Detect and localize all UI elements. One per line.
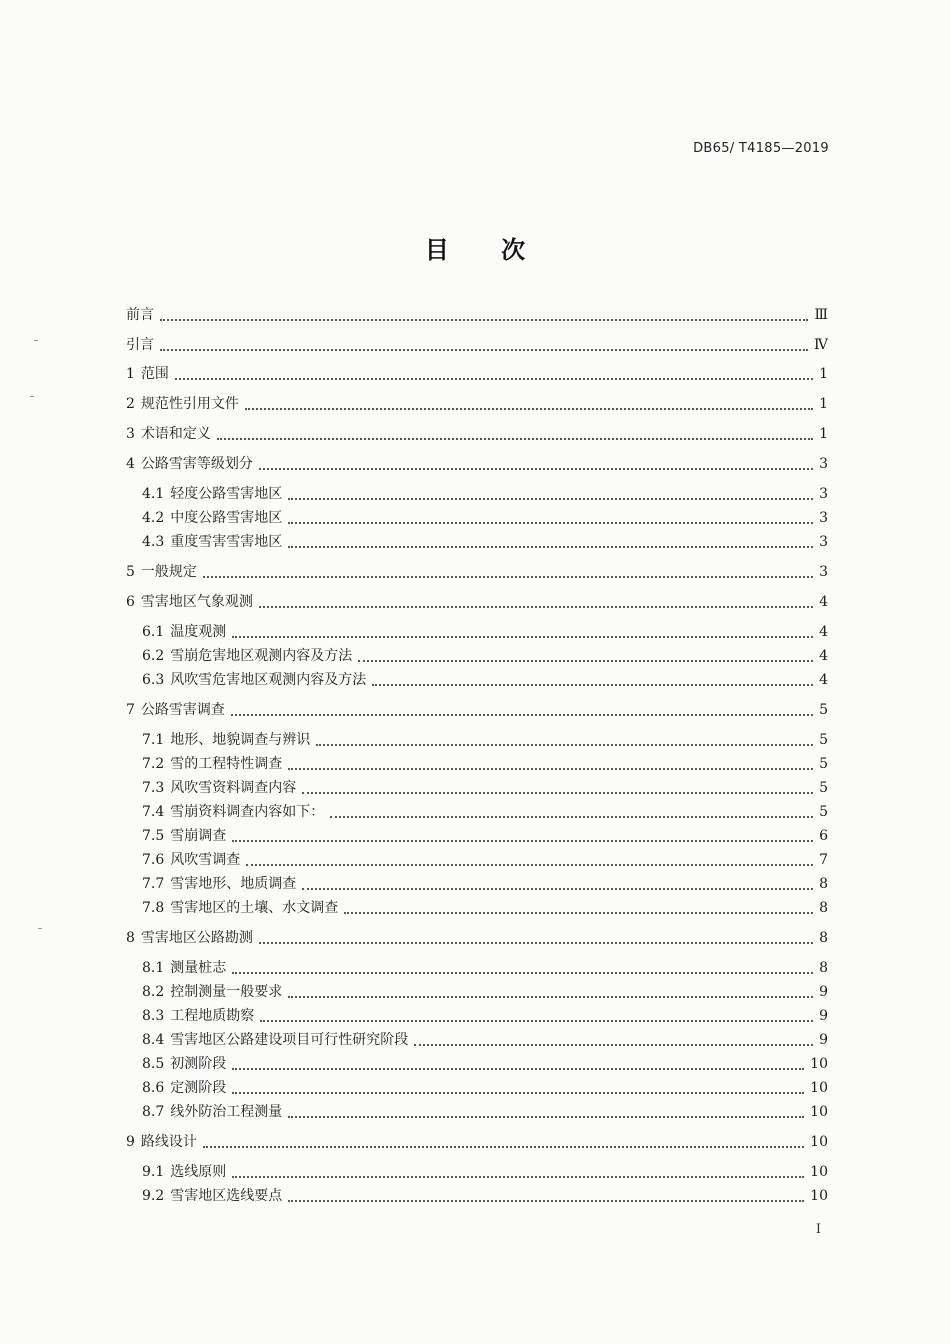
- dot-leader: [175, 368, 813, 380]
- toc-entry-label: [142, 1031, 408, 1049]
- toc-entry[interactable]: [126, 851, 828, 869]
- dot-leader: [288, 758, 813, 770]
- toc-entry[interactable]: [126, 929, 828, 947]
- toc-entry-page: 9: [819, 984, 828, 1000]
- toc-entry[interactable]: [126, 395, 828, 413]
- toc-entry-label: [126, 365, 169, 383]
- toc-entry-page: 8: [819, 930, 828, 946]
- toc-entry-page: 4: [819, 594, 828, 610]
- dot-leader: [288, 1190, 804, 1202]
- dot-leader: [288, 488, 813, 500]
- toc-entry-label: [142, 647, 352, 665]
- toc-entry[interactable]: [126, 1133, 828, 1151]
- toc-entry[interactable]: [126, 1187, 828, 1205]
- toc-entry-text: 风吹雪资料调查内容: [170, 780, 297, 796]
- toc-entry-text: 雪害地区气象观测: [140, 594, 253, 610]
- toc-entry-page: 9: [819, 1008, 828, 1024]
- toc-entry-label: [142, 623, 226, 641]
- toc-entry-page: 8: [819, 900, 828, 916]
- toc-entry-number: 4.3: [142, 534, 165, 550]
- toc-entry-page: 4: [819, 672, 828, 688]
- toc-entry-text: 雪崩危害地区观测内容及方法: [170, 648, 353, 664]
- dot-leader: [232, 1058, 804, 1070]
- toc-entry[interactable]: [126, 336, 828, 354]
- toc-entry[interactable]: [126, 701, 828, 719]
- toc-entry-number: 8.3: [142, 1008, 165, 1024]
- toc-entry-page: 10: [810, 1080, 828, 1096]
- toc-entry-number: 7.8: [142, 900, 165, 916]
- toc-entry-number: 6.1: [142, 624, 165, 640]
- toc-entry[interactable]: [126, 563, 828, 581]
- toc-entry-text: 初测阶段: [170, 1056, 227, 1072]
- toc-entry-number: 7.7: [142, 876, 165, 892]
- toc-entry[interactable]: [126, 509, 828, 527]
- toc-entry-text: 风吹雪危害地区观测内容及方法: [170, 672, 367, 688]
- toc-entry-page: 8: [819, 876, 828, 892]
- toc-entry-text: 工程地质勘察: [170, 1008, 255, 1024]
- toc-entry-page: 1: [819, 426, 828, 442]
- toc-entry-page: 5: [819, 732, 828, 748]
- toc-entry-page: 3: [819, 510, 828, 526]
- toc-entry-number: 1: [126, 366, 135, 382]
- toc-entry-page: 10: [810, 1134, 828, 1150]
- toc-entry-number: 7: [126, 702, 135, 718]
- toc-entry-number: 8.4: [142, 1032, 165, 1048]
- toc-entry-label: [142, 899, 338, 917]
- toc-entry[interactable]: [126, 983, 828, 1001]
- toc-entry-page: 10: [810, 1188, 828, 1204]
- toc-entry-page: 5: [819, 702, 828, 718]
- dot-leader: [288, 1106, 804, 1118]
- toc-entry-page: 6: [819, 828, 828, 844]
- toc-entry-page: 10: [810, 1056, 828, 1072]
- toc-entry[interactable]: [126, 425, 828, 443]
- toc-entry-page: 10: [810, 1104, 828, 1120]
- toc-entry-page: 7: [819, 852, 828, 868]
- toc-entry-label: [142, 671, 366, 689]
- toc-entry-text: 公路雪害调查: [140, 702, 225, 718]
- toc-entry-text: 一般规定: [140, 564, 197, 580]
- toc-entry-number: 4.1: [142, 486, 165, 502]
- toc-entry[interactable]: [126, 647, 828, 665]
- toc-entry[interactable]: [126, 779, 828, 797]
- dot-leader: [288, 986, 813, 998]
- toc-entry-text: 雪害地区公路勘测: [140, 930, 253, 946]
- dot-leader: [302, 878, 813, 890]
- toc-entry-label: [126, 1133, 197, 1151]
- toc-entry-text: 雪害地区的土壤、水文调查: [170, 900, 339, 916]
- toc-entry-number: 3: [126, 426, 135, 442]
- toc-entry-text: 雪的工程特性调查: [170, 756, 283, 772]
- toc-entry[interactable]: [126, 306, 828, 324]
- dot-leader: [232, 830, 813, 842]
- toc-entry-page: 10: [810, 1164, 828, 1180]
- toc-entry-text: 雪害地区公路建设项目可行性研究阶段: [170, 1032, 409, 1048]
- toc-entry-number: 7.6: [142, 852, 165, 868]
- toc-entry[interactable]: [126, 533, 828, 551]
- toc-entry-number: 4: [126, 456, 135, 472]
- toc-entry-text: 重度雪害雪害地区: [170, 534, 283, 550]
- toc-entry-label: [126, 593, 253, 611]
- toc-entry-label: [142, 533, 282, 551]
- dot-leader: [414, 1034, 813, 1046]
- toc-entry-text: 规范性引用文件: [140, 396, 239, 412]
- dot-leader: [232, 626, 813, 638]
- toc-entry-number: 6: [126, 594, 135, 610]
- toc-entry-label: [142, 803, 324, 821]
- toc-entry[interactable]: [126, 803, 828, 821]
- toc-entry-number: 6.2: [142, 648, 165, 664]
- toc-entry-page: 5: [819, 804, 828, 820]
- dot-leader: [217, 428, 813, 440]
- toc-entry-text: 线外防治工程测量: [170, 1104, 283, 1120]
- toc-entry[interactable]: [126, 1079, 828, 1097]
- toc-entry-text: 风吹雪调查: [170, 852, 241, 868]
- toc-entry-label: [142, 755, 282, 773]
- toc-entry-text: 中度公路雪害地区: [170, 510, 283, 526]
- toc-entry-text: 术语和定义: [140, 426, 211, 442]
- toc-entry-number: 8.1: [142, 960, 165, 976]
- toc-entry-label: [126, 929, 253, 947]
- toc-entry-page: 5: [819, 780, 828, 796]
- toc-entry-text: 雪害地区选线要点: [170, 1188, 283, 1204]
- dot-leader: [344, 902, 813, 914]
- toc-entry-label: [142, 1055, 226, 1073]
- toc-entry-number: 2: [126, 396, 135, 412]
- toc-entry[interactable]: [126, 1031, 828, 1049]
- toc-entry[interactable]: [126, 1055, 828, 1073]
- dot-leader: [232, 1082, 804, 1094]
- toc-entry-number: 9: [126, 1134, 135, 1150]
- toc-entry-text: 定测阶段: [170, 1080, 227, 1096]
- toc-entry-page: 4: [819, 624, 828, 640]
- toc-entry-text: 引言: [126, 337, 154, 353]
- toc-entry[interactable]: [126, 1103, 828, 1121]
- page-title: 目 次: [424, 236, 548, 264]
- dot-leader: [358, 650, 813, 662]
- toc-entry-label: [126, 455, 253, 473]
- dot-leader: [232, 1166, 804, 1178]
- toc-entry-number: 8.2: [142, 984, 165, 1000]
- toc-entry[interactable]: [126, 365, 828, 383]
- toc-entry-number: 7.2: [142, 756, 165, 772]
- toc-entry-label: [142, 1103, 282, 1121]
- toc-entry-label: [142, 959, 226, 977]
- toc-entry-text: 地形、地貌调查与辨识: [170, 732, 311, 748]
- toc-entry-page: 9: [819, 1032, 828, 1048]
- dot-leader: [288, 536, 813, 548]
- toc-entry-text: 公路雪害等级划分: [140, 456, 253, 472]
- toc-entry-text: 轻度公路雪害地区: [170, 486, 283, 502]
- toc-entry-label: [142, 779, 296, 797]
- toc-entry-page: 3: [819, 564, 828, 580]
- dot-leader: [245, 398, 813, 410]
- toc-entry-number: 9.2: [142, 1188, 165, 1204]
- dot-leader: [259, 458, 813, 470]
- toc-entry-label: [142, 983, 282, 1001]
- toc-entry-number: 5: [126, 564, 135, 580]
- toc-entry-page: 3: [819, 486, 828, 502]
- toc-entry[interactable]: [126, 593, 828, 611]
- dot-leader: [246, 854, 813, 866]
- toc-entry-text: 雪害地形、地质调查: [170, 876, 297, 892]
- toc-entry-page: 4: [819, 648, 828, 664]
- dot-leader: [260, 1010, 813, 1022]
- toc-entry-label: [142, 1007, 254, 1025]
- toc-entry-label: [142, 1163, 226, 1181]
- toc-entry-number: 7.1: [142, 732, 165, 748]
- toc-entry-page: Ⅳ: [814, 337, 828, 353]
- toc-entry-page: 5: [819, 756, 828, 772]
- toc-entry-text: 选线原则: [170, 1164, 227, 1180]
- toc-entry-text: 路线设计: [140, 1134, 197, 1150]
- dot-leader: [259, 596, 813, 608]
- toc-entry-number: 8.6: [142, 1080, 165, 1096]
- toc-entry-number: 8.7: [142, 1104, 165, 1120]
- dot-leader: [232, 962, 813, 974]
- toc-entry-number: 4.2: [142, 510, 165, 526]
- toc-entry-page: 3: [819, 456, 828, 472]
- toc-entry-label: [126, 336, 154, 354]
- toc-entry-page: 1: [819, 396, 828, 412]
- toc-entry-label: [126, 306, 154, 324]
- toc-entry-text: 范围: [140, 366, 169, 382]
- toc-entry-label: [142, 1079, 226, 1097]
- toc-entry-page: Ⅲ: [814, 307, 828, 323]
- toc-entry-number: 9.1: [142, 1164, 165, 1180]
- toc-entry-number: 8.5: [142, 1056, 165, 1072]
- toc-entry-label: [142, 509, 282, 527]
- toc-entry-label: [142, 875, 296, 893]
- scan-speck: [38, 928, 42, 929]
- scan-speck: [30, 396, 34, 397]
- toc-entry-label: [142, 485, 282, 503]
- toc-entry-number: 8: [126, 930, 135, 946]
- dot-leader: [372, 674, 813, 686]
- toc-entry-page: 3: [819, 534, 828, 550]
- toc-entry[interactable]: [126, 731, 828, 749]
- toc-entry[interactable]: [126, 623, 828, 641]
- toc-entry[interactable]: [126, 827, 828, 845]
- toc-entry[interactable]: [126, 485, 828, 503]
- toc-entry-label: [142, 851, 240, 869]
- toc-entry-text: 温度观测: [170, 624, 227, 640]
- toc-entry[interactable]: [126, 455, 828, 473]
- toc-entry-page: 8: [819, 960, 828, 976]
- dot-leader: [160, 309, 808, 321]
- dot-leader: [160, 339, 808, 351]
- toc-entry[interactable]: [126, 1163, 828, 1181]
- dot-leader: [259, 932, 813, 944]
- scan-speck: [34, 340, 38, 341]
- toc-entry-page: 1: [819, 366, 828, 382]
- dot-leader: [203, 1136, 804, 1148]
- toc-entry-number: 7.3: [142, 780, 165, 796]
- toc-entry[interactable]: [126, 1007, 828, 1025]
- toc-entry-label: [126, 563, 197, 581]
- document-code: DB65/ T4185—2019: [693, 141, 829, 156]
- toc-entry-text: 雪崩资料调查内容如下：: [170, 804, 325, 820]
- dot-leader: [203, 566, 813, 578]
- dot-leader: [330, 806, 813, 818]
- toc-entry-number: 7.5: [142, 828, 165, 844]
- toc-entry-number: 6.3: [142, 672, 165, 688]
- page-number: I: [815, 1222, 821, 1237]
- dot-leader: [288, 512, 813, 524]
- toc-entry-number: 7.4: [142, 804, 165, 820]
- toc-entry-label: [126, 701, 225, 719]
- toc-entry[interactable]: [126, 755, 828, 773]
- dot-leader: [302, 782, 813, 794]
- toc-entry[interactable]: [126, 671, 828, 689]
- toc-entry-label: [142, 731, 310, 749]
- toc-entry-label: [142, 1187, 282, 1205]
- dot-leader: [316, 734, 813, 746]
- toc-entry-label: [126, 395, 239, 413]
- toc-entry-text: 雪崩调查: [170, 828, 227, 844]
- toc-entry-label: [142, 827, 226, 845]
- toc-entry-text: 前言: [126, 307, 154, 323]
- toc-entry-label: [126, 425, 211, 443]
- toc-entry[interactable]: [126, 875, 828, 893]
- toc-entry[interactable]: [126, 959, 828, 977]
- toc-entry[interactable]: [126, 899, 828, 917]
- toc-entry-text: 控制测量一般要求: [170, 984, 283, 1000]
- toc-entry-text: 测量桩志: [170, 960, 227, 976]
- dot-leader: [231, 704, 813, 716]
